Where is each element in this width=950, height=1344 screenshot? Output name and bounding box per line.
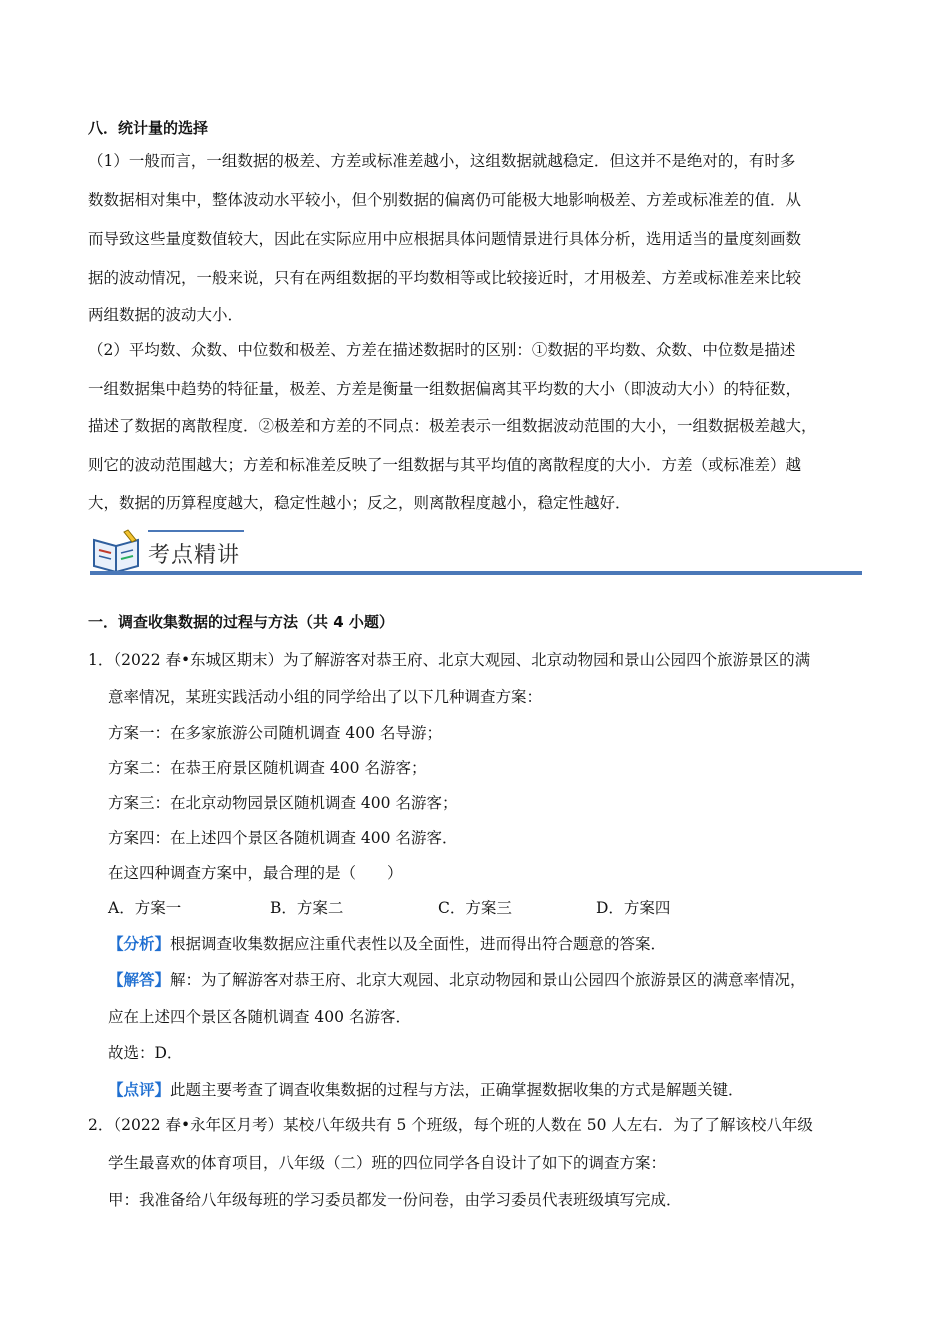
paragraph-line: 大，数据的历算程度越大，稳定性越小；反之，则离散程度越小，稳定性越好． (88, 494, 631, 512)
question-prompt: 在这四种调查方案中，最合理的是（ ） (108, 864, 403, 882)
answer-line: 应在上述四个景区各随机调查 400 名游客． (108, 1008, 411, 1026)
part-heading: 一．调查收集数据的过程与方法（共 4 小题） (88, 613, 394, 631)
answer-line (108, 963, 898, 997)
option-b: B．方案二 (270, 899, 344, 917)
answer-text: 解：为了解游客对恭王府、北京大观园、北京动物园和景山公园四个旅游景区的满意率情况， (170, 971, 806, 989)
comment-line (108, 1073, 898, 1107)
banner-top-rule (148, 530, 244, 532)
analysis-text: 根据调查收集数据应注重代表性以及全面性，进而得出符合题意的答案． (170, 935, 667, 953)
paragraph-line: 则它的波动范围越大；方差和标准差反映了一组数据与其平均值的离散程度的大小．方差（或标准差）越 (88, 456, 802, 474)
paragraph-line: 数数据相对集中，整体波动水平较小，但个别数据的偏离仍可能极大地影响极差、方差或标准差的值．从 (88, 191, 802, 209)
question-stem: 意率情况，某班实践活动小组的同学给出了以下几种调查方案： (108, 688, 543, 706)
plan-item: 方案二：在恭王府景区随机调查 400 名游客； (108, 759, 427, 777)
answer-choice: 故选：D． (108, 1044, 183, 1062)
paragraph-line: 描述了数据的离散程度．②极差和方差的不同点：极差表示一组数据波动范围的大小，一组数据极差越大， (88, 417, 817, 435)
question-stem: 2．（2022 春•永年区月考）某校八年级共有 5 个班级，每个班的人数在 50 人左右．为了了解该校八年级 (88, 1116, 813, 1134)
plan-item: 方案一：在多家旅游公司随机调查 400 名导游； (108, 724, 442, 742)
paragraph-line: 一组数据集中趋势的特征量，极差、方差是衡量一组数据偏离其平均数的大小（即波动大小）的特征数， (88, 380, 802, 398)
comment-text: 此题主要考查了调查收集数据的过程与方法，正确掌握数据收集的方式是解题关键． (170, 1081, 744, 1099)
paragraph-line: （2）平均数、众数、中位数和极差、方差在描述数据时的区别：①数据的平均数、众数、中位数是描述 (88, 341, 796, 359)
analysis-tag: 【分析】 (108, 934, 171, 953)
paragraph-line: 据的波动情况，一般来说，只有在两组数据的平均数相等或比较接近时，才用极差、方差或标准差来比较 (88, 269, 802, 287)
option-c: C．方案三 (438, 899, 512, 917)
banner-title: 考点精讲 (148, 543, 241, 568)
option-d: D．方案四 (596, 899, 671, 917)
banner-underline (90, 571, 862, 575)
section-heading: 八．统计量的选择 (88, 119, 209, 137)
paragraph-line: 两组数据的波动大小． (88, 306, 244, 324)
question-stem: 甲：我准备给八年级每班的学习委员都发一份问卷，由学习委员代表班级填写完成． (108, 1191, 682, 1209)
plan-item: 方案三：在北京动物园景区随机调查 400 名游客； (108, 794, 458, 812)
option-a: A．方案一 (108, 899, 182, 917)
comment-tag: 【点评】 (108, 1080, 171, 1099)
answer-tag: 【解答】 (108, 970, 171, 989)
section-banner (88, 524, 863, 582)
paragraph-line: 而导致这些量度数值较大，因此在实际应用中应根据具体问题情景进行具体分析，选用适当的量度刻画数 (88, 230, 802, 248)
question-stem: 1．（2022 春•东城区期末）为了解游客对恭王府、北京大观园、北京动物园和景山公园四个旅游景区的满 (88, 651, 811, 669)
options-row (108, 891, 898, 925)
question-stem: 学生最喜欢的体育项目，八年级（二）班的四位同学各自设计了如下的调查方案： (108, 1154, 667, 1172)
analysis-line (108, 927, 898, 961)
paragraph-line: （1）一般而言，一组数据的极差、方差或标准差越小，这组数据就越稳定．但这并不是绝对的，有时多 (88, 152, 796, 170)
plan-item: 方案四：在上述四个景区各随机调查 400 名游客． (108, 829, 458, 847)
